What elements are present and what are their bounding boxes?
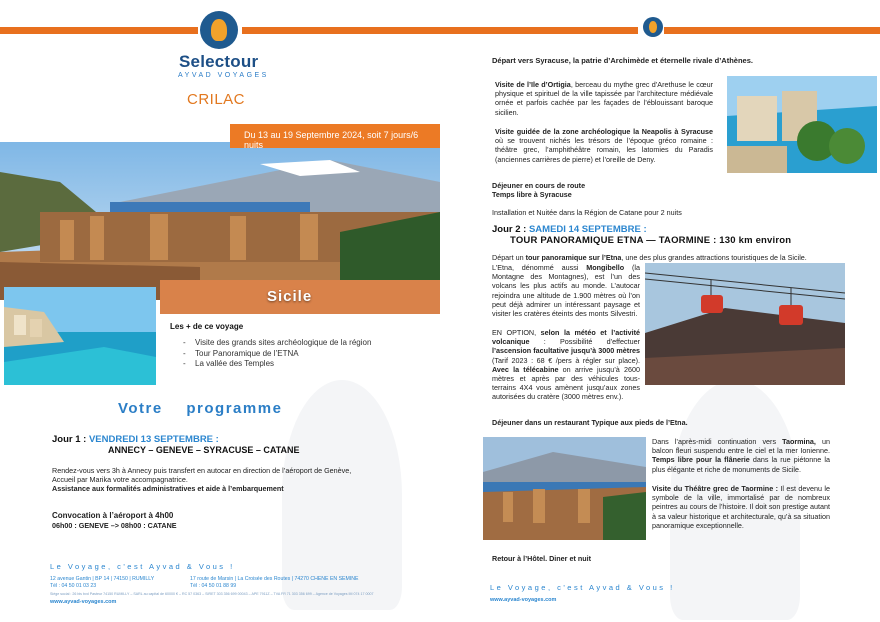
header-bar-left	[440, 27, 638, 34]
day2-date: SAMEDI 14 SEPTEMBRE :	[528, 224, 647, 235]
piazza-image	[727, 76, 877, 173]
trip-dates-banner: Du 13 au 19 Septembre 2024, soit 7 jours/6 nuits	[230, 124, 440, 148]
footer-legal: Siège social : 26 bis bvd Pasteur 74150 RUMILLY – SARL au capital de 60000 € – RC 57 0363 – SIRET 303 356 699 00043 – APE 7911Z – TVA FR 71 303 356 699 – Agence de Voyages IM 074 17 0007	[50, 592, 374, 596]
etna-cablecar-photo	[645, 263, 845, 385]
footer-slogan: Le Voyage, c'est Ayvad & Vous !	[50, 562, 235, 571]
theatre-landscape-image	[0, 142, 440, 300]
taormina-theatre-photo	[483, 437, 646, 540]
day1-text-3: Assistance aux formalités administratives et aide à l’embarquement	[52, 484, 284, 493]
neapolis-paragraph: Visite guidée de la zone archéologique la Neapolis à Syracuse où se trouvent nichés les trésors de l’époque gréco romaine : théâtre grec, l’amphithéâtre romain, les latomies du Paradis (anciennes carrières de pierre) et l’oreille de Deny.	[495, 127, 713, 164]
list-item: - Visite des grands sites archéologique de la région	[183, 338, 373, 349]
etna-paragraph: L’Etna, dénommé aussi Mongibello (la Montagne des Montagnes), est l’un des volcans les plus actifs au monde. L’autocar rejoindra une altitude de 1.900 mètres où l’on peut déjà admirer un intéressant paysage et visiter les cratères éteints des monts Silvestri.	[492, 263, 640, 319]
day1-label: Jour 1 :	[52, 434, 87, 445]
cablecar-image	[645, 263, 845, 385]
footer-address-rumilly: 12 avenue Gantin | BP 14 | 74150 | RUMILLY Tél : 04 50 01 03 23	[50, 576, 155, 589]
list-item: - La vallée des Temples	[183, 359, 373, 370]
ortigia-piazza-photo	[727, 76, 877, 173]
taormina-theatre-photo	[0, 142, 440, 300]
ortigia-coast-image	[4, 287, 156, 385]
footer-website-link[interactable]: www.ayvad-voyages.com	[50, 599, 117, 605]
day2-heading	[492, 224, 647, 235]
day1-heading	[52, 434, 219, 445]
list-item: - Tour Panoramique de l’ETNA	[183, 349, 373, 360]
day2-route: TOUR PANORAMIQUE ETNA — TAORMINE : 130 km environ	[510, 235, 792, 246]
hotel-catane: Installation et Nuitée dans la Région de Catane pour 2 nuits	[492, 208, 682, 217]
day1-text-1: Rendez-vous vers 3h à Annecy puis transfert en autocar en direction de l’aéroport de Genève,	[52, 466, 352, 475]
header-bar-right	[242, 27, 440, 34]
free-time-syracuse: Temps libre à Syracuse	[492, 190, 572, 199]
header-bar-right	[664, 27, 880, 34]
footer-address-chene: 17 route de Marsin | La Croisée des Routes | 74270 CHENE EN SEMINE Tél : 04 50 01 88 99	[190, 576, 359, 589]
ortigia-photo	[4, 287, 156, 385]
trip-highlights-list	[183, 338, 373, 370]
brand-subtitle: AYVAD VOYAGES	[178, 72, 269, 79]
footer-website-link[interactable]: www.ayvad-voyages.com	[490, 597, 557, 603]
destination-title: Sicile	[267, 288, 313, 305]
convocation-title: Convocation à l’aéroport à 4h00	[52, 511, 174, 520]
theatre-paragraph: Visite du Théâtre grec de Taormine : Il est devenu le symbole de la ville, immortalisé par de nombreux peintres au cours de l’histoire. Il doit son prestige autant à sa valeur historique et architecturale, qu’à sa situation panoramique exceptionnelle.	[652, 484, 830, 530]
lunch-syracuse: Déjeuner en cours de route	[492, 181, 586, 190]
taormina-paragraph: Dans l’après-midi continuation vers Taormina, un balcon fleuri suspendu entre le ciel et la mer Ionienne. Temps libre pour la flânerie dans la rue piétonne la plus élégante et riche de monuments de Sicile.	[652, 437, 830, 474]
selectour-logo-icon	[200, 11, 238, 49]
header-bar-left	[0, 27, 198, 34]
brand-name: Selectour	[179, 52, 259, 71]
etna-option-paragraph: EN OPTION, selon la météo et l’activité volcanique : Possibilité d’effectuer l’ascension facultative jusqu’à 3000 mètres (Tarif 2023 : 68 € /pers à régler sur place). Avec la télécabine on arrive jusqu’à 2600 mètres et après par des véhicules tous-terrains 4X4 vous amènent jusqu’aux zones autorisées du cratère (3000 mètres env.).	[492, 328, 640, 402]
right-page	[440, 0, 880, 622]
return-hotel: Retour à l’Hôtel. Diner et nuit	[492, 554, 592, 563]
ortigia-paragraph: Visite de l’Ile d’Ortigia, berceau du mythe grec d’Arethuse le cœur physique et spirituel de la ville tapissée par l’architecture médiévale ornée et parfois cachée par les façades de l’éblouissant baroque sicilien.	[495, 80, 713, 117]
footer-slogan: Le Voyage, c'est Ayvad & Vous !	[490, 583, 675, 592]
day1-date: VENDREDI 13 SEPTEMBRE :	[88, 434, 219, 445]
day2-label: Jour 2 :	[492, 224, 527, 235]
flight-schedule: 06h00 : GENEVE –> 08h00 : CATANE	[52, 521, 177, 530]
syracuse-intro: Départ vers Syracuse, la patrie d’Archimède et éternelle rivale d’Athènes.	[492, 56, 753, 65]
etna-intro: Départ un tour panoramique sur l’Etna, une des plus grandes attractions touristiques de la Sicile.	[492, 253, 807, 262]
day1-route: ANNECY – GENEVE – SYRACUSE – CATANE	[108, 445, 300, 455]
selectour-logo-icon	[643, 17, 663, 37]
trip-highlights-title: Les + de ce voyage	[170, 322, 244, 331]
client-name: CRILAC	[187, 91, 246, 108]
greek-theatre-image	[483, 437, 646, 540]
day1-text-2: Accueil par Marika votre accompagnatrice.	[52, 475, 188, 484]
lunch-etna: Déjeuner dans un restaurant Typique aux pieds de l’Etna.	[492, 418, 688, 427]
program-title: Votre programme	[118, 400, 283, 417]
